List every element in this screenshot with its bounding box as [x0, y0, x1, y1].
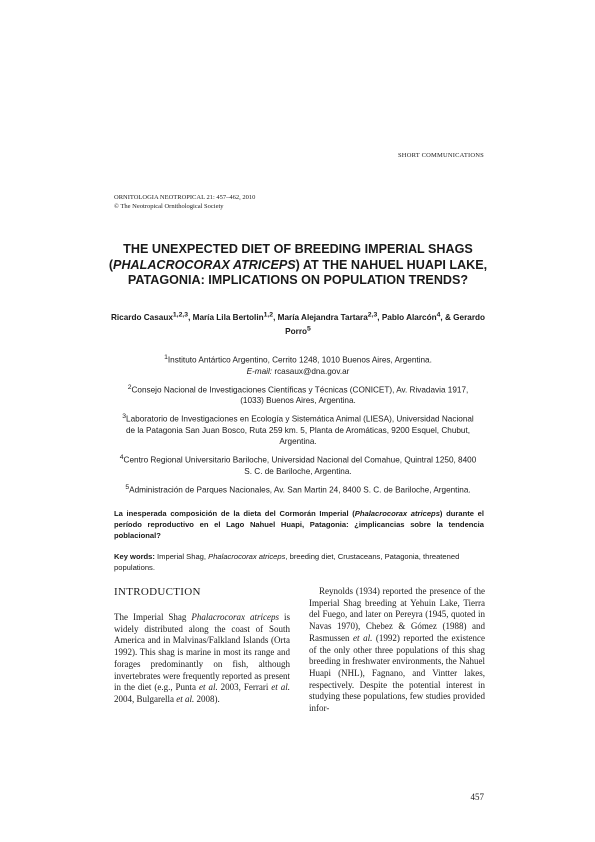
page-number: 457 [470, 792, 484, 802]
article-title [98, 242, 498, 289]
author: Ricardo Casaux$^{1,2,3}$, [110, 311, 193, 322]
spanish-title: La inesperada composición de la dieta del Cormorán Imperial (Phalacrocorax atriceps) durante el período reproductivo en el Lago Nahuel Huapi, Patagonia: ¿implicancias sobre la tendencia poblacional? [114, 509, 484, 540]
body-column-left [114, 586, 290, 706]
running-head: SHORT COMMUNICATIONS [397, 152, 484, 159]
author: María Lila Bertolin$^{1,2}$, [192, 311, 278, 322]
affiliation-5: $^5$Administración de Parques Nacionales, Av. San Martin 24, 8400 S. C. de Bariloche, Argentina. [125, 483, 471, 495]
spanish-title-species: Phalacrocorax atriceps [354, 509, 440, 518]
affiliations [118, 352, 478, 501]
email-address[interactable]: rcasaux@dna.gov.ar [274, 366, 350, 376]
keywords: Key words: Imperial Shag, Phalacrocorax atriceps, breeding diet, Crustaceans, Patagonia, threatened populations. [114, 552, 460, 572]
body-column-right [309, 586, 485, 715]
keywords-label: Key words: [114, 552, 155, 561]
author: Gerardo Porro$^5$ [285, 312, 486, 337]
title-line-3: PATAGONIA: IMPLICATIONS ON POPULATION TRENDS? [127, 273, 469, 287]
title-line-1: THE UNEXPECTED DIET OF BREEDING IMPERIAL SHAGS [123, 242, 473, 256]
affiliation-2: $^2$Consejo Nacional de Investigaciones Científicas y Técnicas (CONICET), Av. Rivadavia 1917, (1033) Buenos Aires, Argentina. [127, 383, 469, 406]
paragraph-1: The Imperial Shag Phalacrocorax atriceps is widely distributed along the coast of South America and in Malvinas/Falkland Islands (Orta 1992). This shag is marine in most its range and forages predominantly on fish, although invertebrates were frequently reported as present in the diet (e.g., Punta et al. 2003, Ferrari et al. 2004, Bulgarella et al. 2008). [114, 612, 290, 704]
author: María Alejandra Tartara$^{2,3}$, [277, 311, 382, 322]
copyright-notice: © The Neotropical Ornithological Society [114, 203, 224, 210]
section-heading-introduction: INTRODUCTION [114, 586, 201, 598]
title-line-2: (PHALACROCORAX ATRICEPS) AT THE NAHUEL HUAPI LAKE, [108, 257, 488, 272]
author: Pablo Alarcón$^4$, & [381, 311, 454, 322]
paragraph-2: Reynolds (1934) reported the presence of the Imperial Shag breeding at Yehuin Lake, Tierra del Fuego, and later on Pereyra (1945, quoted in Navas 1970), Chebez & Gómez (1988) and Rasmussen et al. (1992) reported the existence of the only other three populations of this shag breeding in freshwater environments, the Nahuel Huapi (NHL), Fagnano, and Vintter lakes, respectively. Despite the potential interest in studying these populations, few studies provided infor- [309, 586, 485, 714]
author-list [98, 309, 498, 338]
affiliation-4: $^4$Centro Regional Universitario Bariloche, Universidad Nacional del Comahue, Quintral 1250, 8400 S. C. de Bariloche, Argentina. [119, 454, 477, 476]
journal-citation-block [114, 193, 255, 211]
keywords-species: Phalacrocorax atriceps [208, 552, 286, 561]
affiliation-1: $^1$Instituto Antártico Argentino, Cerrito 1248, 1010 Buenos Aires, Argentina. E-mail: rcasaux@dna.gov.ar [164, 354, 432, 376]
affiliation-3: $^3$Laboratorio de Investigaciones en Ecología y Sistemática Animal (LIESA), Universidad Nacional de la Patagonia San Juan Bosco, Ruta 259 km. 5, Planta de Aromáticas, 9200 Esquel, Chubut, Argentina. [122, 413, 474, 447]
journal-citation: ORNITOLOGIA NEOTROPICAL 21: 457–462, 2010 [114, 194, 256, 201]
title-species: PHALACROCORAX ATRICEPS [113, 257, 296, 272]
email-label: E-mail: [246, 366, 273, 376]
